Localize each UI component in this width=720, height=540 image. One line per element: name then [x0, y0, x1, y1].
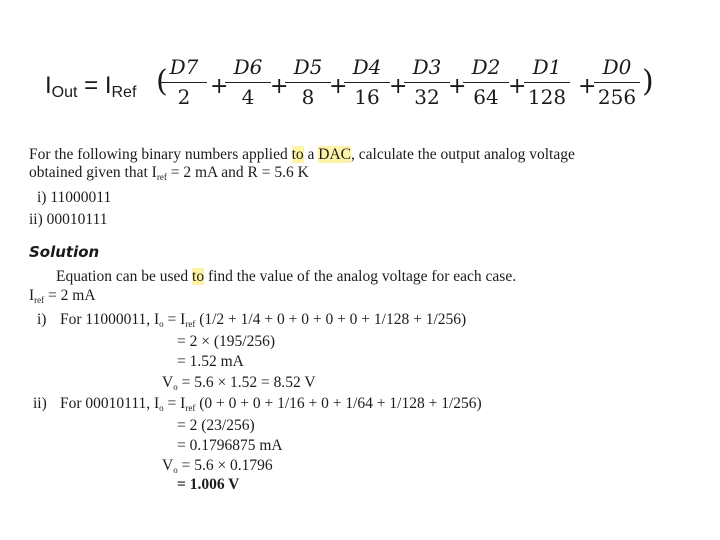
dac-highlight: DAC	[318, 146, 352, 163]
case-2-step-2: = 2 (23/256)	[177, 417, 255, 434]
plus-sign: +	[270, 74, 289, 99]
fraction-d0: D0 256	[590, 54, 644, 111]
case-1-label: i)	[37, 311, 47, 328]
case-2-voltage: Vo = 5.6 × 0.1796	[162, 457, 273, 475]
problem-line-2: obtained given that Iref = 2 mA and R = 5.6 K	[29, 164, 309, 182]
fraction-d3: D3 32	[400, 54, 454, 111]
fraction-d5: D5 8	[281, 54, 335, 111]
case-2-equation: For 00010111, Io = Iref (0 + 0 + 0 + 1/16 + 0 + 1/64 + 1/128 + 1/256)	[60, 395, 482, 413]
case-2-label: ii)	[33, 395, 47, 412]
plus-sign: +	[578, 74, 597, 99]
case-1-equation: For 11000011, Io = Iref (1/2 + 1/4 + 0 + 0 + 0 + 0 + 1/128 + 1/256)	[60, 311, 467, 329]
plus-sign: +	[389, 74, 408, 99]
fraction-d7: D7 2	[157, 54, 211, 111]
problem-item-1: i) 11000011	[37, 189, 112, 206]
solution-heading: Solution	[29, 243, 100, 261]
fraction-d4: D4 16	[340, 54, 394, 111]
plus-sign: +	[448, 74, 467, 99]
problem-item-2: ii) 00010111	[29, 211, 108, 228]
case-1-voltage: Vo = 5.6 × 1.52 = 8.52 V	[162, 374, 316, 392]
case-2-step-3: = 0.1796875 mA	[177, 437, 283, 454]
problem-line-1: For the following binary numbers applied to a DAC, calculate the output analog voltage	[29, 146, 575, 163]
plus-sign: +	[508, 74, 527, 99]
case-1-step-2: = 2 × (195/256)	[177, 333, 275, 350]
solution-intro: Equation can be used to find the value of the analog voltage for each case.	[56, 268, 517, 285]
formula-close-paren: )	[642, 64, 654, 99]
formula-lhs: $I_{Out} = I_{Ref}$	[45, 72, 137, 101]
plus-sign: +	[210, 74, 229, 99]
dac-output-formula	[40, 54, 660, 120]
formula-open-paren: (	[156, 64, 168, 99]
fraction-d6: D6 4	[221, 54, 275, 111]
fraction-d2: D2 64	[459, 54, 513, 111]
case-1-step-3: = 1.52 mA	[177, 353, 244, 370]
plus-sign: +	[329, 74, 348, 99]
iref-value: Iref = 2 mA	[29, 287, 96, 305]
fraction-d1: D1 128	[520, 54, 574, 111]
case-2-result: = 1.006 V	[177, 476, 240, 493]
